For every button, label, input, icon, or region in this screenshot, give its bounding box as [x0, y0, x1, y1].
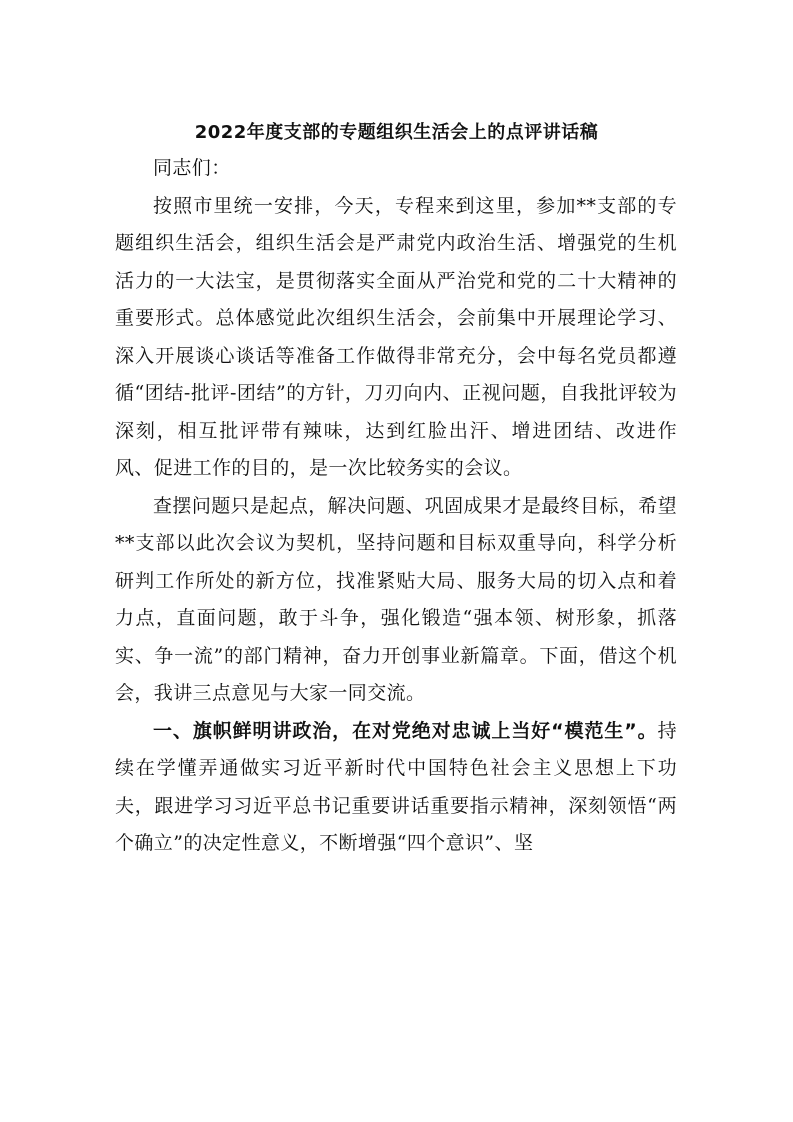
paragraph-1: 按照市里统一安排，今天，专程来到这里，参加**支部的专题组织生活会，组织生活会是严肃党内政治生活、增强党的生机活力的一大法宝，是贯彻落实全面从严治党和党的二十大精神的重要形式。总体感觉此次组织生活会，会前集中开展理论学习、深入开展谈心谈话等准备工作做得非常充分，会中每名党员都遵循“团结-批评-团结”的方针，刀刃向内、正视问题，自我批评较为深刻，相互批评带有辣味，达到红脸出汗、增进团结、改进作风、促进工作的目的，是一次比较务实的会议。 [115, 194, 677, 479]
section-1-heading: 一、旗帜鲜明讲政治，在对党绝对忠诚上当好“模范生”。 [153, 719, 658, 742]
document-body [115, 150, 677, 863]
section-1-paragraph [115, 713, 677, 863]
paragraph-2: 查摆问题只是起点，解决问题、巩固成果才是最终目标，希望**支部以此次会议为契机，坚持问题和目标双重导向，科学分析研判工作所处的新方位，找准紧贴大局、服务大局的切入点和着力点，直面问题，敢于斗争，强化锻造“强本领、树形象，抓落实、争一流”的部门精神，奋力开创事业新篇章。下面，借这个机会，我讲三点意见与大家一同交流。 [115, 494, 677, 704]
section-1-text: 持续在学懂弄通做实习近平新时代中国特色社会主义思想上下功夫，跟进学习习近平总书记重要讲话重要指示精神，深刻领悟“两个确立”的决定性意义，不断增强“四个意识”、坚 [115, 719, 677, 854]
greeting: 同志们： [153, 157, 231, 179]
document-title: 2022年度支部的专题组织生活会上的点评讲话稿 [194, 122, 599, 143]
